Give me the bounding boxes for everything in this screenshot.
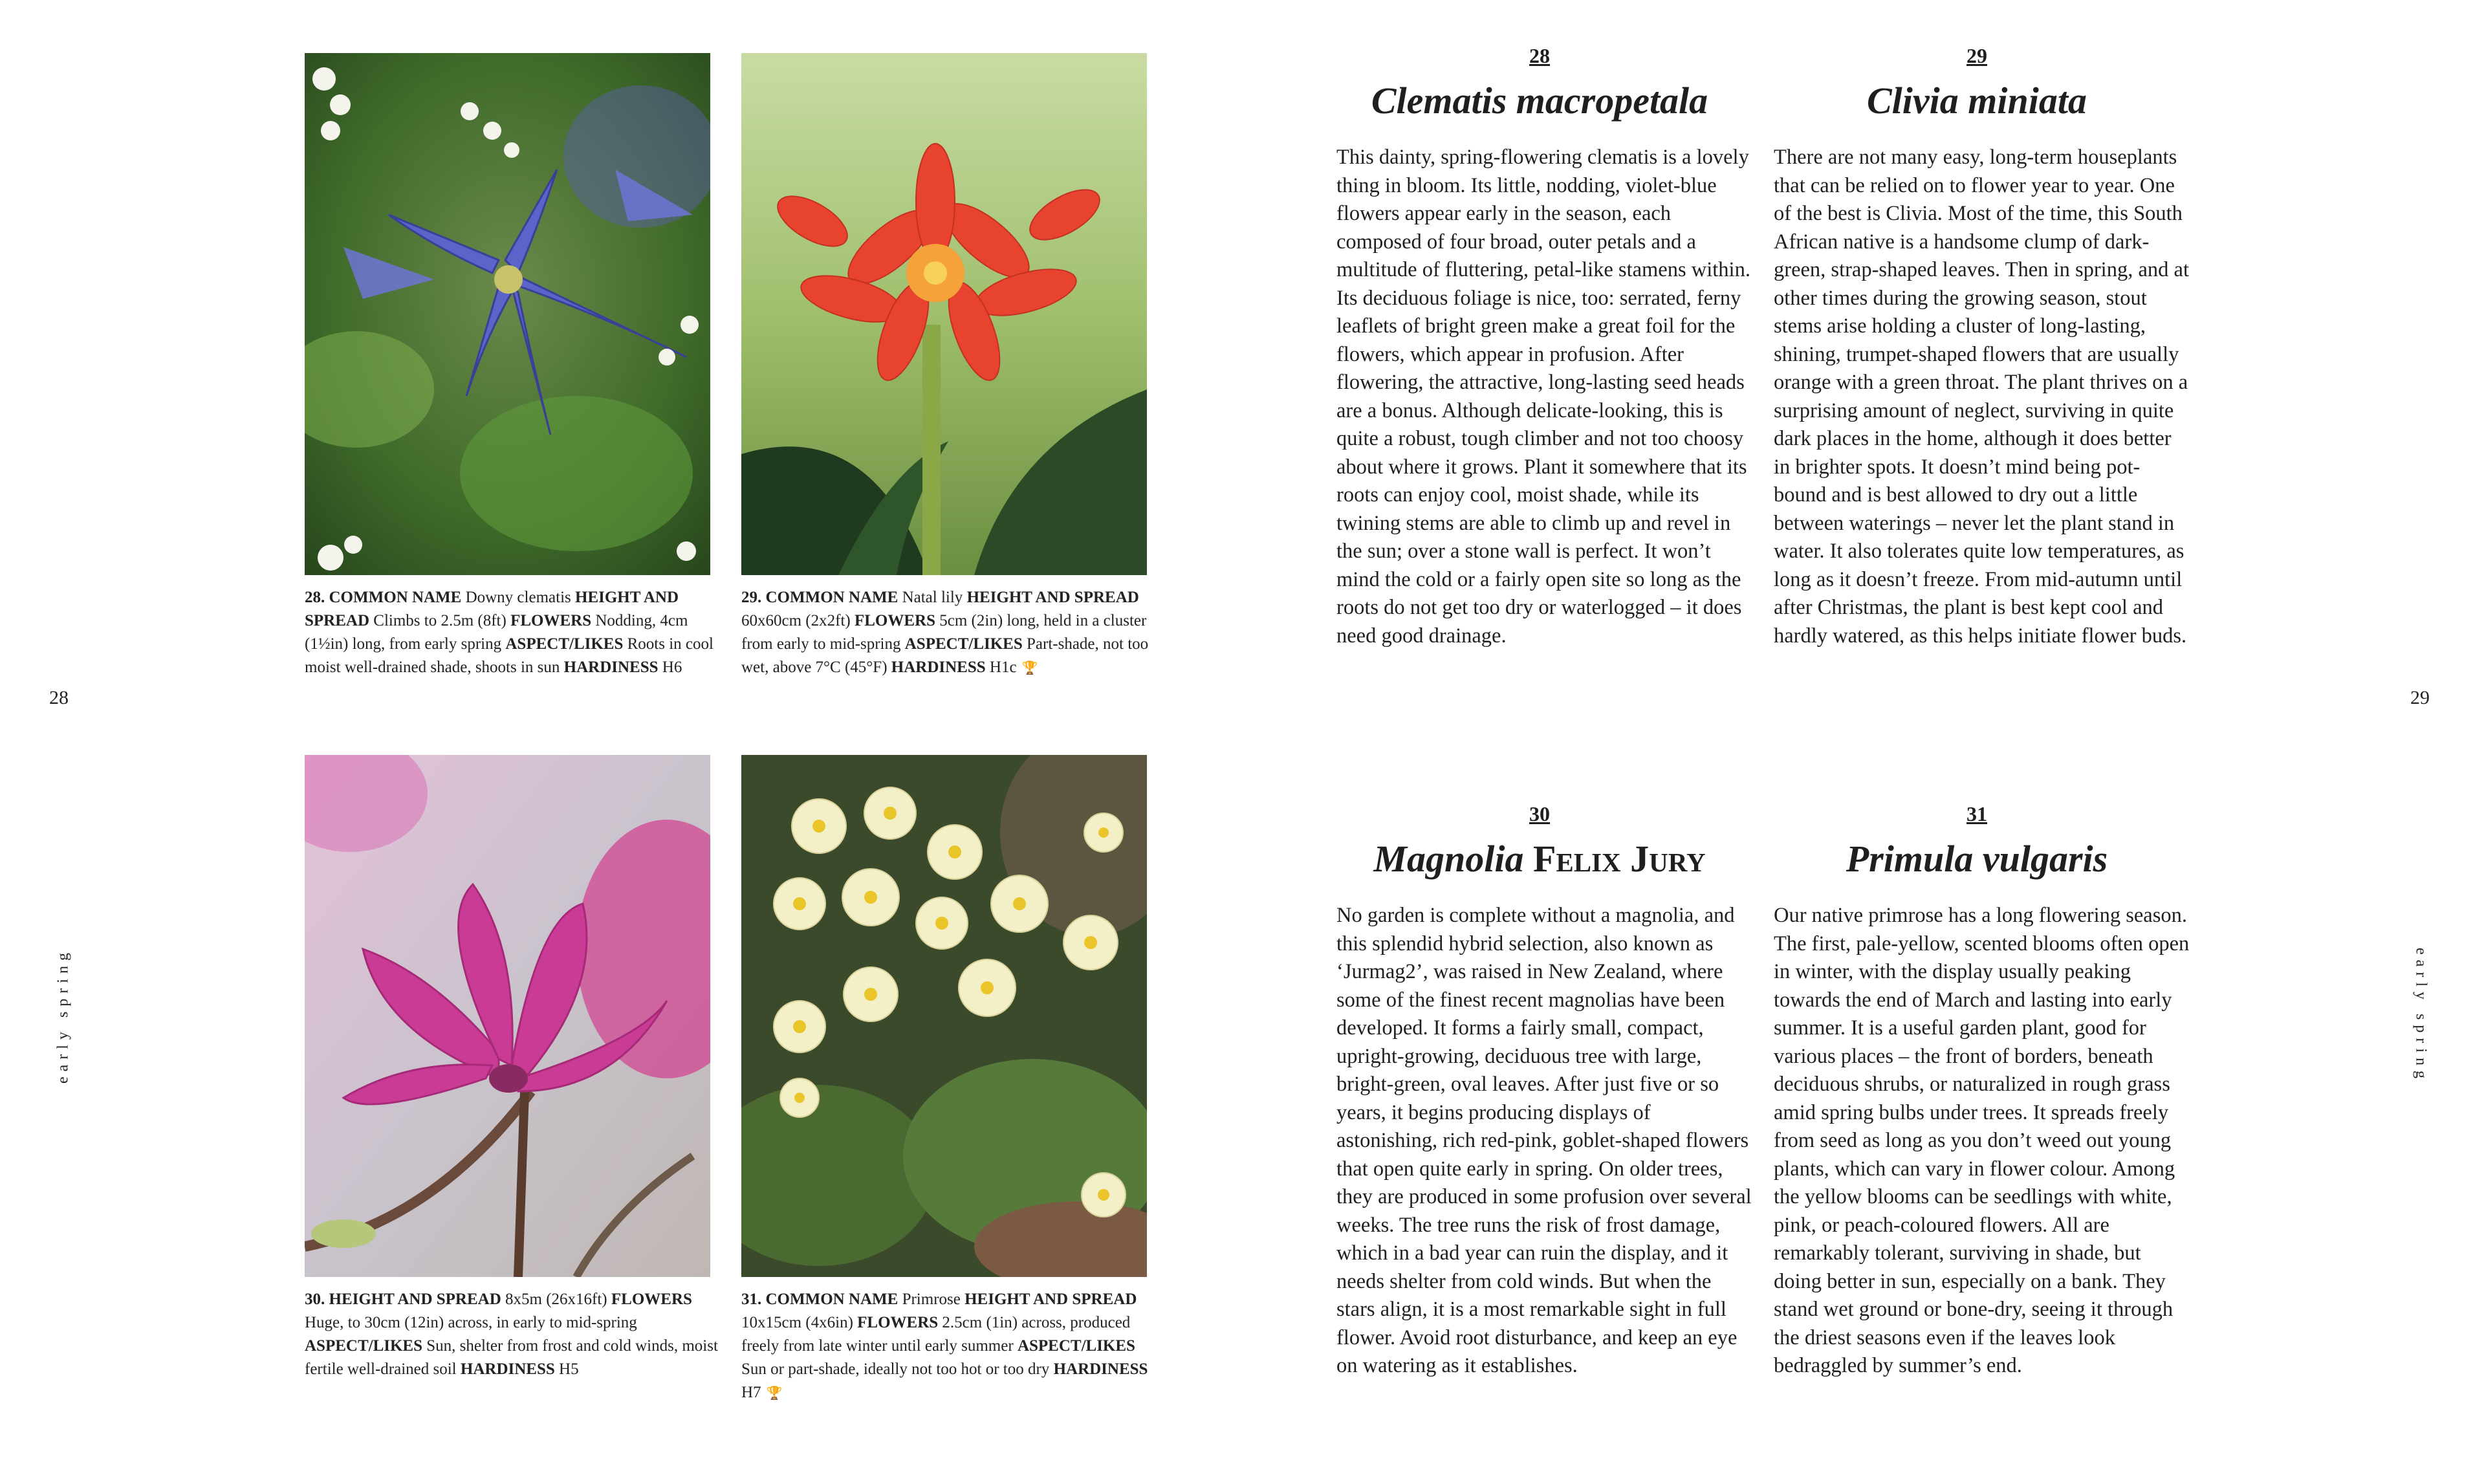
entry-number: 31 (1966, 802, 1987, 825)
plant-28-caption (305, 586, 719, 679)
caption-label: ASPECT/LIKES (904, 635, 1023, 653)
caption-text: Climbs to 2.5m (8ft) (369, 612, 511, 629)
caption-label: HARDINESS (1053, 1360, 1148, 1378)
caption-label: FLOWERS (611, 1291, 692, 1308)
caption-label: FLOWERS (857, 1314, 939, 1331)
caption-text: H7 (741, 1384, 761, 1401)
plant-description: This dainty, spring-flowering clematis is a lovely thing in bloom. Its little, nodding, violet-blue flowers appear early in the season, each composed of four broad, outer petals and a multitude of fluttering, petal-like stamens within. Its deciduous foliage is nice, too: serrated, ferny leaflets of bright green make a great foil for the flowers, which appear in profusion. After flowering, the attractive, long-lasting seed heads are a bonus. Although delicate-looking, this is quite a robust, tough climber and not too choosy about where it grows. Plant it somewhere that its roots can enjoy cool, moist shade, while its twining stems are able to climb up and revel in the sun; over a stone wall is perfect. It won’t mind the cold or a fairly open site so long as the roots do not get too dry or waterlogged – it does need good drainage. (1336, 146, 1750, 648)
plant-31-caption (741, 1288, 1155, 1405)
caption-label: ASPECT/LIKES (305, 1337, 423, 1355)
caption-label: 29. COMMON NAME (741, 589, 899, 606)
page-number-right: 29 (2410, 687, 2430, 708)
plant-description: No garden is complete without a magnolia, and this splendid hybrid selection, also known as ‘Jurmag2’, was raised in New Zealand, where some of the finest recent magnolias have been developed. It forms a fairly small, compact, upright-growing, deciduous tree with large, bright-green, oval leaves. After just five or so years, it begins producing displays of astonishing, rich red-pink, goblet-shaped flowers that open quite early in spring. On older trees, they are produced in some profusion over several weeks. The tree runs the risk of frost damage, which in a bad year can ruin the display, and it needs shelter from cold winds. But when the stars align, it is a most remarkable sight in full flower. Avoid root disturbance, and keep an eye on watering as it establishes. (1336, 904, 1752, 1377)
caption-text: 2.5cm (1in) across, produced freely from late winter until early summer (741, 1314, 1131, 1355)
entry-number: 28 (1529, 44, 1550, 67)
plant-title: Clivia miniata (1867, 80, 2087, 122)
magnolia-photo (305, 755, 710, 1277)
clematis-photo (305, 53, 710, 575)
plant-description: Our native primrose has a long flowering season. The first, pale-yellow, scented blooms often open in winter, with the display usually peaking towards the end of March and lasting into early summer. It is a useful garden plant, good for various places – the front of borders, beneath deciduous shrubs, or naturalized in rough grass amid spring bulbs under trees. It spreads freely from seed as long as you don’t weed out young plants, which can vary in flower colour. Among the yellow blooms can be seedlings with white, pink, or peach-coloured flowers. All are remarkably tolerant, surviving in shade, but doing better in sun, especially on a bank. They stand wet ground or bone-dry, seeing it through the driest seasons even if the leaves look bedraggled by summer’s end. (1774, 904, 2190, 1377)
caption-label: HARDINESS (563, 659, 659, 676)
plant-29-caption (741, 586, 1155, 680)
caption-text: Natal lily (898, 589, 967, 606)
caption-label: FLOWERS (854, 612, 935, 629)
caption-label: HARDINESS (891, 659, 986, 676)
caption-text: 5cm (2in) long, held in a cluster from early to mid-spring (741, 612, 1147, 653)
award-icon: 🏆 (1021, 661, 1038, 675)
award-icon: 🏆 (766, 1386, 783, 1401)
caption-text: Nodding, 4cm (1½in) long, from early spring (305, 612, 688, 653)
caption-text: 8x5m (26x16ft) (501, 1291, 611, 1308)
plant-title: Clematis macropetala (1371, 80, 1708, 122)
caption-text: Part-shade, not too wet, above 7°C (45°F) (741, 635, 1149, 676)
caption-label: HARDINESS (460, 1360, 555, 1378)
caption-text: Huge, to 30cm (12in) across, in early to mid-spring (305, 1314, 637, 1331)
caption-label: HEIGHT AND SPREAD (305, 589, 679, 629)
caption-label: 31. COMMON NAME (741, 1291, 899, 1308)
caption-text: Primrose (898, 1291, 965, 1308)
primrose-photo (741, 755, 1147, 1277)
plant-title: Primula vulgaris (1846, 838, 2108, 880)
caption-text: H6 (658, 659, 682, 676)
section-label-left: early spring (54, 948, 72, 1084)
caption-text: Sun or part-shade, ideally not too hot or too dry (741, 1360, 1054, 1378)
caption-text: Roots in cool moist well-drained shade, shoots in sun (305, 635, 714, 676)
caption-text: 10x15cm (4x6in) (741, 1314, 858, 1331)
plant-30-caption (305, 1288, 719, 1381)
caption-text: Sun, shelter from frost and cold winds, moist fertile well-drained soil (305, 1337, 718, 1378)
entry-number: 30 (1529, 802, 1550, 825)
caption-text: H5 (554, 1360, 579, 1378)
caption-label: ASPECT/LIKES (505, 635, 624, 653)
caption-label: HEIGHT AND SPREAD (964, 1291, 1137, 1308)
page-number-left: 28 (49, 687, 69, 708)
caption-label: FLOWERS (510, 612, 592, 629)
section-label-right: early spring (2412, 948, 2430, 1084)
caption-label: ASPECT/LIKES (1017, 1337, 1135, 1355)
plant-description: There are not many easy, long-term houseplants that can be relied on to flower year to year. One of the best is Clivia. Most of the time, this South African native is a handsome clump of dark-green, strap-shaped leaves. Then in spring, and at other times during the growing season, stout stems arise holding a cluster of long-lasting, shining, trumpet-shaped flowers that are usually orange with a green throat. The plant thrives on a surprising amount of neglect, surviving in quite dark places in the home, although it does better in brighter spots. It doesn’t mind being pot-bound and is best allowed to dry out a little between waterings – never let the plant stand in water. It also tolerates quite low temperatures, as long as it doesn’t freeze. From mid-autumn until after Christmas, the plant is best kept cool and hardly watered, as this helps initiate flower buds. (1774, 146, 2189, 648)
caption-label: HEIGHT AND SPREAD (966, 589, 1139, 606)
plant-title: Magnolia Felix Jury (1373, 838, 1706, 880)
caption-label: 28. COMMON NAME (305, 589, 462, 606)
caption-text: H1c (985, 659, 1017, 676)
clivia-photo (741, 53, 1147, 575)
entry-number: 29 (1966, 44, 1987, 67)
caption-text: 60x60cm (2x2ft) (741, 612, 855, 629)
caption-text: Downy clematis (461, 589, 575, 606)
caption-label: 30. HEIGHT AND SPREAD (305, 1291, 501, 1308)
